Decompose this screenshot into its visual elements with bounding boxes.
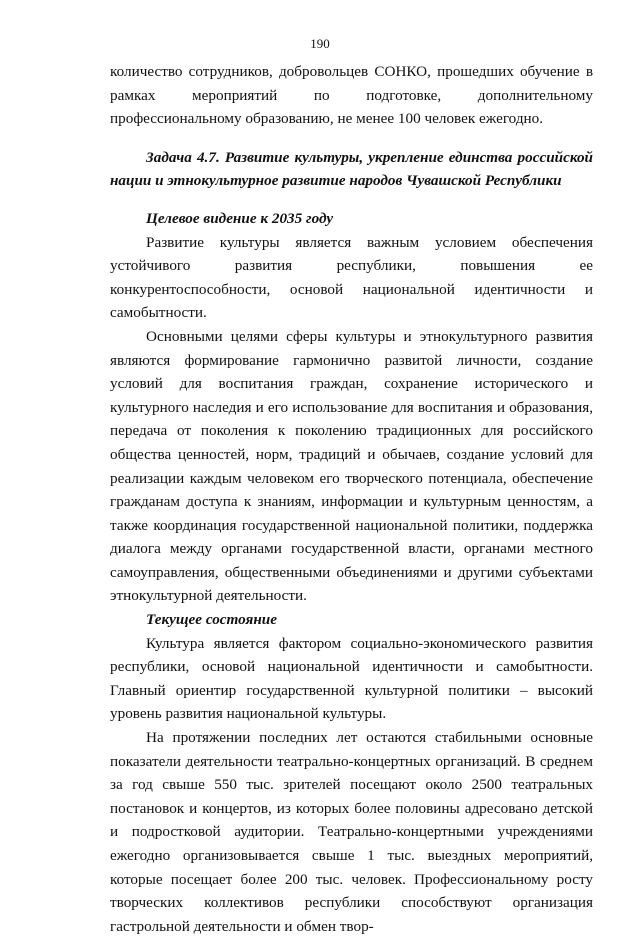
task-heading: Задача 4.7. Развитие культуры, укрепление единства российской нации и этнокультурное развитие народов Чувашской Республики bbox=[110, 148, 593, 190]
page-number: 190 bbox=[310, 36, 330, 51]
target-vision-paragraph-1: Развитие культуры является важным условием обеспечения устойчивого развития республики, повышения ее конкурентоспособности, основой национальной идентичности и самобытности. bbox=[110, 233, 593, 322]
intro-paragraph: количество сотрудников, добровольцев СОНКО, прошедших обучение в рамках мероприятий по подготовке, дополнительному профессиональному образованию, не менее 100 человек ежегодно. bbox=[110, 63, 593, 128]
page-content bbox=[110, 60, 593, 938]
target-vision-heading: Целевое видение к 2035 году bbox=[146, 209, 334, 227]
target-vision-paragraph-2: Основными целями сферы культуры и этнокультурного развития являются формирование гармонично развитой личности, создание условий для воспитания граждан, сохранение исторического и культурного наследия и его использование для воспитания и образования, передача от поколения к поколению традиционных для российского общества ценностей, норм, традиций и обычаев, создание условий для реализации каждым человеком его творческого потенциала, обеспечение гражданам доступа к знаниям, информации и культурным ценностям, а также координация государственной национальной политики, поддержка диалога между органами государственной власти, органами местного самоуправления, общественными объединениями и другими субъектами этнокультурной деятельности. bbox=[110, 327, 593, 605]
current-state-heading: Текущее состояние bbox=[146, 611, 277, 629]
current-state-paragraph-2: На протяжении последних лет остаются стабильными основные показатели деятельности театрально-концертных организаций. В среднем за год свыше 550 тыс. зрителей посещают около 2500 театральных постановок и концертов, из которых более половины адресовано детской и подростковой аудитории. Театрально-концертными учреждениями ежегодно организовывается свыше 1 тыс. выездных мероприятий, которые посещает более 200 тыс. человек. Профессиональному росту творческих коллективов республики способствуют организация гастрольной деятельности и обмен твор- bbox=[110, 729, 593, 935]
current-state-paragraph-1: Культура является фактором социально-экономического развития республики, основой национальной идентичности и самобытности. Главный ориентир государственной культурной политики – высокий уровень развития национальной культуры. bbox=[110, 634, 593, 723]
